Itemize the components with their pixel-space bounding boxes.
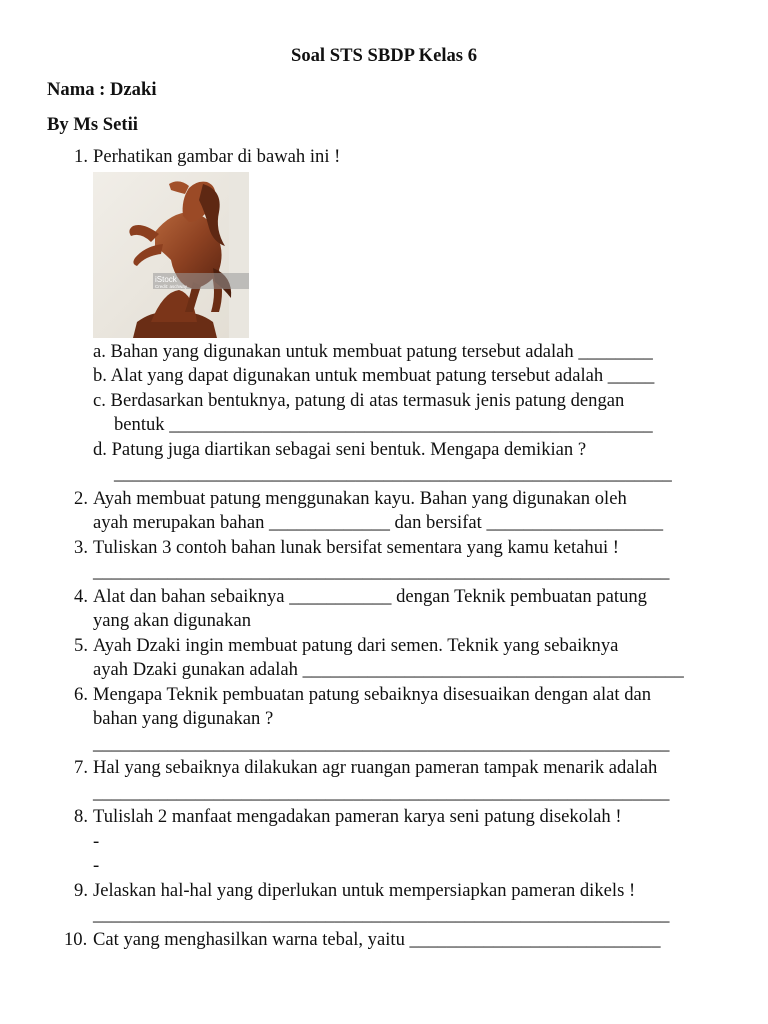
- question-text: Mengapa Teknik pembuatan patung sebaiknya disesuaikan dengan alat dan: [93, 683, 652, 705]
- question-text: Ayah membuat patung menggunakan kayu. Bahan yang digunakan oleh: [93, 487, 627, 509]
- question-number: 1.: [74, 146, 88, 167]
- sub-question-b: b. Alat yang dapat digunakan untuk membuat patung tersebut adalah _____: [93, 365, 655, 386]
- question-number: 10.: [64, 928, 88, 950]
- question-number: 5.: [74, 634, 88, 656]
- question-text-continued: yang akan digunakan: [93, 610, 251, 631]
- answer-line: ______________________________________________________________: [93, 781, 670, 803]
- answer-bullet: -: [93, 855, 100, 876]
- question-5: [0, 634, 721, 683]
- answer-line: ______________________________________________________________: [93, 561, 670, 582]
- student-name: Nama : Dzaki: [47, 79, 157, 100]
- sub-question-c: c. Berdasarkan bentuknya, patung di atas termasuk jenis patung dengan: [93, 389, 625, 411]
- question-text: Alat dan bahan sebaiknya ___________ dengan Teknik pembuatan patung: [93, 585, 647, 607]
- question-text: Ayah Dzaki ingin membuat patung dari semen. Teknik yang sebaiknya: [93, 634, 619, 656]
- question-number: 4.: [74, 585, 88, 607]
- answer-bullet: -: [93, 830, 100, 852]
- watermark-text: iStock: [155, 274, 177, 284]
- question-text: Tuliskan 3 contoh bahan lunak bersifat sementara yang kamu ketahui !: [93, 536, 619, 558]
- question-9: [0, 879, 721, 928]
- question-text: Perhatikan gambar di bawah ini !: [93, 146, 341, 167]
- author-line: By Ms Setii: [47, 114, 138, 135]
- question-number: 3.: [74, 536, 88, 558]
- question-list: [0, 145, 768, 952]
- question-text-continued: bahan yang digunakan ?: [93, 708, 274, 729]
- question-2: [0, 487, 721, 536]
- question-number: 2.: [74, 487, 88, 509]
- question-4: [0, 585, 721, 634]
- question-7: [0, 756, 721, 805]
- answer-line: ____________________________________________________________: [114, 463, 672, 484]
- question-number: 8.: [74, 806, 88, 827]
- question-text: Cat yang menghasilkan warna tebal, yaitu ___________________________: [93, 928, 661, 950]
- page-title: Soal STS SBDP Kelas 6: [291, 45, 477, 66]
- horse-statue-image: [93, 172, 249, 338]
- question-8: [0, 805, 721, 879]
- question-text-continued: ayah merupakan bahan _____________ dan bersifat ___________________: [93, 512, 664, 533]
- question-text-continued: ayah Dzaki gunakan adalah _________________________________________: [93, 659, 684, 680]
- question-6: [0, 683, 721, 757]
- question-number: 7.: [74, 757, 88, 778]
- question-text: Jelaskan hal-hal yang diperlukan untuk mempersiapkan pameran dikels !: [93, 879, 636, 901]
- sub-question-c-continued: bentuk ____________________________________________________: [114, 414, 653, 435]
- question-1: [0, 145, 721, 487]
- answer-line: ______________________________________________________________: [93, 732, 670, 754]
- question-text: Hal yang sebaiknya dilakukan agr ruangan pameran tampak menarik adalah: [93, 757, 658, 778]
- watermark-credit: Credit: aschway: [155, 283, 188, 289]
- question-10: [0, 928, 721, 953]
- sub-question-a: a. Bahan yang digunakan untuk membuat patung tersebut adalah ________: [93, 340, 653, 362]
- question-number: 6.: [74, 683, 88, 705]
- answer-line: ______________________________________________________________: [93, 904, 670, 925]
- question-text: Tulislah 2 manfaat mengadakan pameran karya seni patung disekolah !: [93, 806, 622, 827]
- question-3: [0, 536, 721, 585]
- sub-question-d: d. Patung juga diartikan sebagai seni bentuk. Mengapa demikian ?: [93, 438, 587, 460]
- question-number: 9.: [74, 879, 88, 901]
